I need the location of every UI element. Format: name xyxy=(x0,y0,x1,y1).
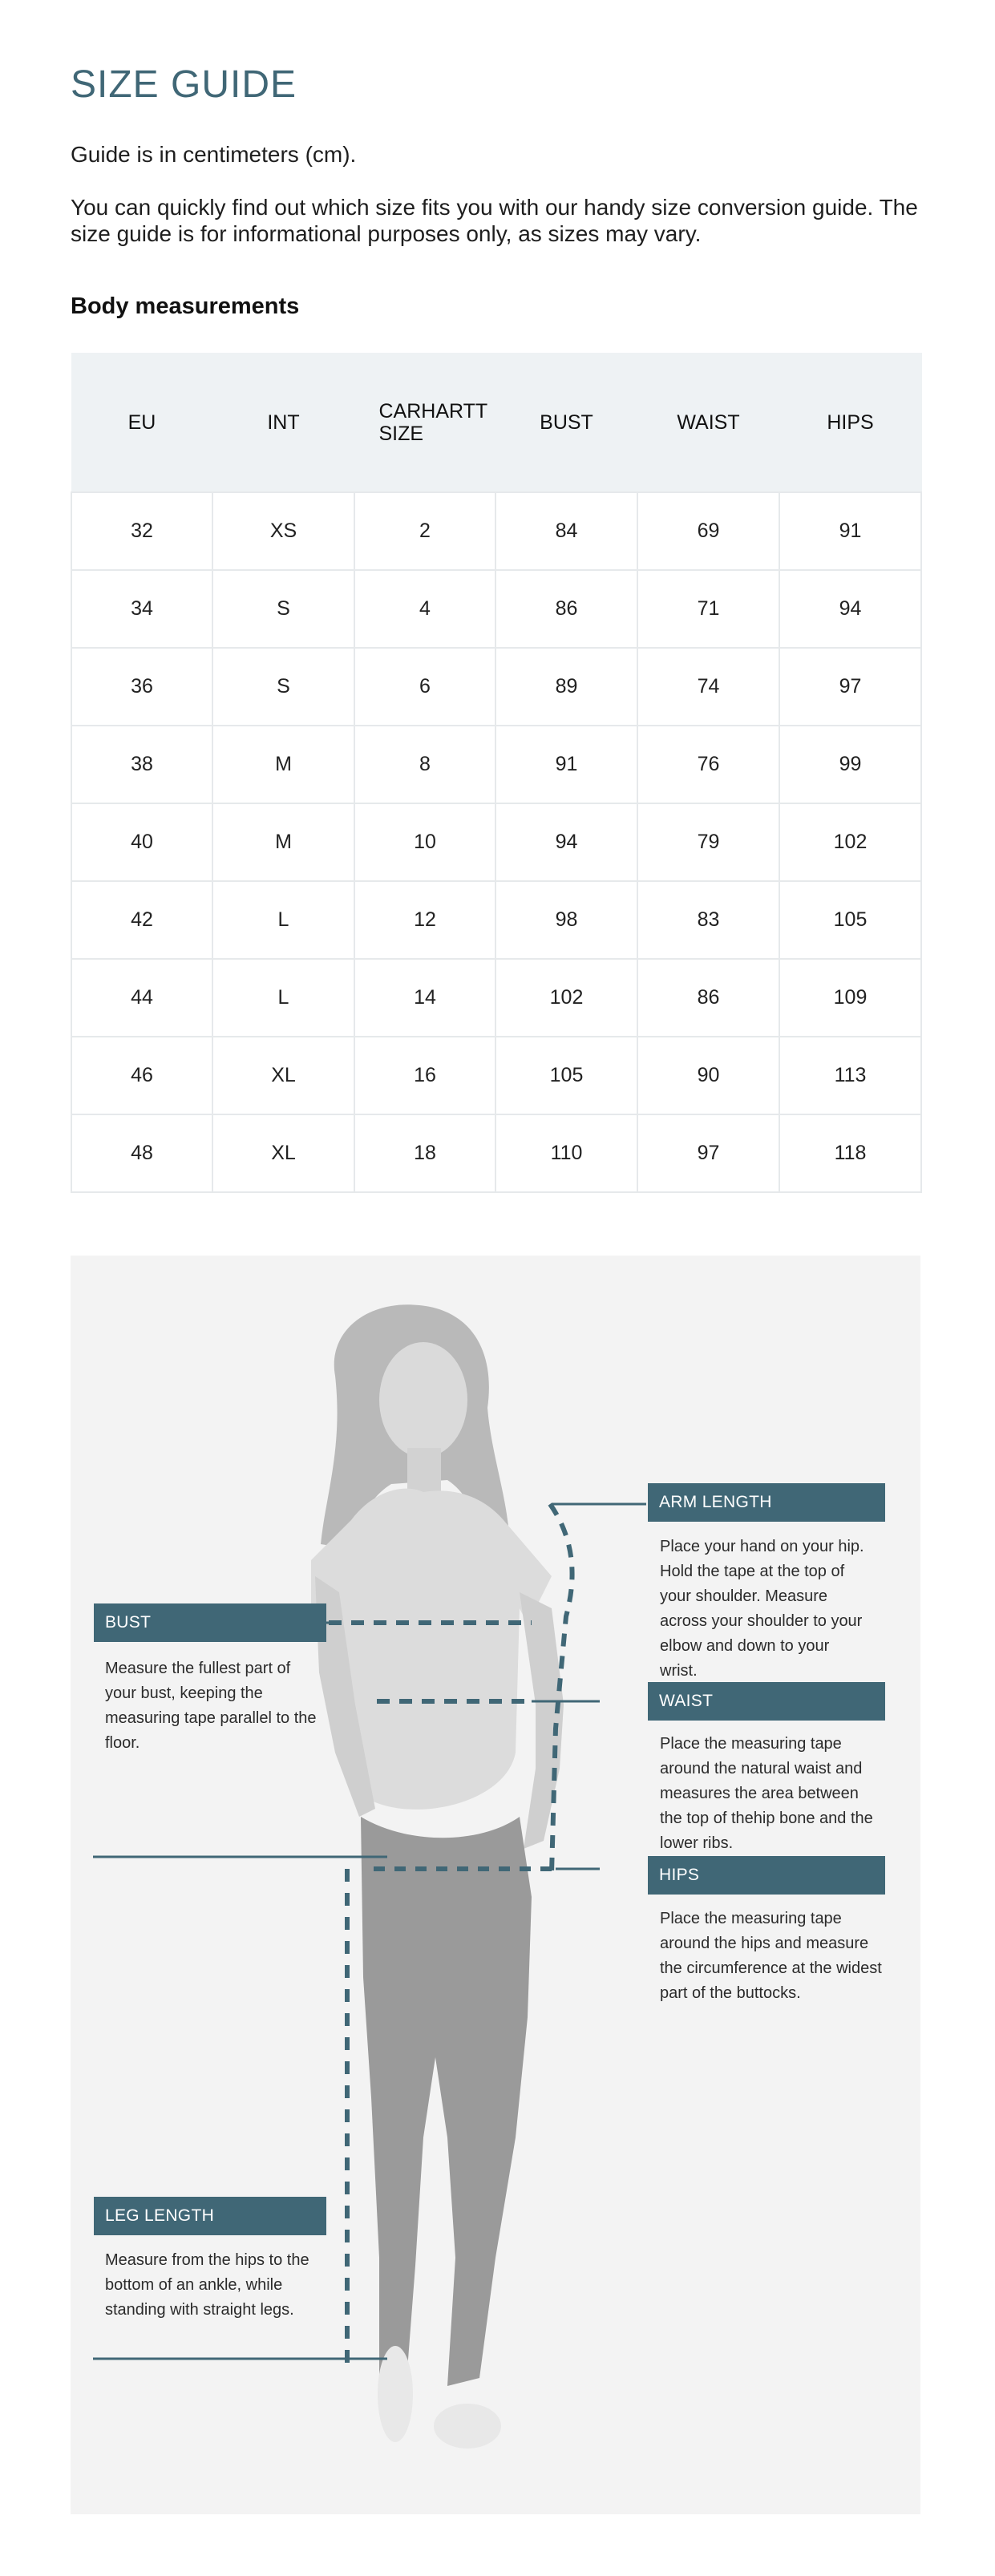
table-cell: 94 xyxy=(495,803,637,881)
table-cell: 86 xyxy=(495,570,637,648)
table-cell: S xyxy=(212,570,354,648)
column-header-waist: WAIST xyxy=(637,354,779,493)
arm-length-label: ARM LENGTH xyxy=(648,1483,885,1522)
table-row xyxy=(71,570,921,648)
leg-length-description: Measure from the hips to the bottom of an ankle, while standing with straight legs. xyxy=(105,2251,309,2319)
table-cell: 90 xyxy=(637,1037,779,1114)
table-cell: XL xyxy=(212,1114,354,1192)
body-measurements-heading: Body measurements xyxy=(71,293,300,319)
table-cell: 109 xyxy=(779,959,921,1037)
table-cell: 46 xyxy=(71,1037,212,1114)
table-row xyxy=(71,803,921,881)
table-cell: 76 xyxy=(637,726,779,803)
table-cell: 105 xyxy=(779,881,921,959)
carhartt-size-label: CARHARTT SIZE xyxy=(378,399,487,445)
table-row xyxy=(71,959,921,1037)
table-cell: 113 xyxy=(779,1037,921,1114)
table-cell: 84 xyxy=(495,492,637,570)
bust-label: BUST xyxy=(94,1603,326,1642)
table-cell: 91 xyxy=(495,726,637,803)
table-cell: 89 xyxy=(495,648,637,726)
size-table xyxy=(71,353,922,1193)
table-header-row xyxy=(71,354,921,493)
table-cell: 74 xyxy=(637,648,779,726)
column-header-int: INT xyxy=(212,354,354,493)
table-cell: 6 xyxy=(354,648,495,726)
hips-description: Place the measuring tape around the hips and measure the circumference at the widest part of the buttocks. xyxy=(660,1910,882,2002)
table-cell: 99 xyxy=(779,726,921,803)
table-cell: M xyxy=(212,803,354,881)
table-cell: 102 xyxy=(779,803,921,881)
table-cell: 4 xyxy=(354,570,495,648)
table-cell: 48 xyxy=(71,1114,212,1192)
table-row xyxy=(71,726,921,803)
table-cell: XS xyxy=(212,492,354,570)
table-cell: 83 xyxy=(637,881,779,959)
table-cell: 8 xyxy=(354,726,495,803)
hips-label: HIPS xyxy=(648,1856,885,1895)
column-header-hips: HIPS xyxy=(779,354,921,493)
table-cell: 105 xyxy=(495,1037,637,1114)
size-guide-description: You can quickly find out which size fits you with our handy size conversion guide. The size guide is for informational purposes only, as sizes may vary. xyxy=(71,195,918,246)
table-cell: L xyxy=(212,881,354,959)
table-row xyxy=(71,648,921,726)
leg-length-label: LEG LENGTH xyxy=(94,2197,326,2235)
table-cell: 12 xyxy=(354,881,495,959)
table-cell: 32 xyxy=(71,492,212,570)
table-cell: 2 xyxy=(354,492,495,570)
table-cell: 34 xyxy=(71,570,212,648)
table-cell: 118 xyxy=(779,1114,921,1192)
table-cell: 40 xyxy=(71,803,212,881)
table-cell: 44 xyxy=(71,959,212,1037)
arm-length-description: Place your hand on your hip. Hold the tape at the top of your shoulder. Measure across your shoulder to your elbow and down to your wrist. xyxy=(660,1538,864,1680)
bust-description: Measure the fullest part of your bust, keeping the measuring tape parallel to the floor. xyxy=(105,1660,317,1752)
table-cell: M xyxy=(212,726,354,803)
table-cell: 10 xyxy=(354,803,495,881)
waist-description: Place the measuring tape around the natural waist and measures the area between the top of thehip bone and the lower ribs. xyxy=(660,1735,873,1852)
table-cell: 94 xyxy=(779,570,921,648)
table-cell: S xyxy=(212,648,354,726)
table-cell: 16 xyxy=(354,1037,495,1114)
table-cell: 36 xyxy=(71,648,212,726)
table-cell: XL xyxy=(212,1037,354,1114)
table-cell: 79 xyxy=(637,803,779,881)
column-header-eu: EU xyxy=(71,354,212,493)
table-row xyxy=(71,881,921,959)
table-cell: 110 xyxy=(495,1114,637,1192)
table-cell: 14 xyxy=(354,959,495,1037)
table-cell: 42 xyxy=(71,881,212,959)
table-cell: 69 xyxy=(637,492,779,570)
table-cell: 102 xyxy=(495,959,637,1037)
table-cell: 18 xyxy=(354,1114,495,1192)
table-cell: L xyxy=(212,959,354,1037)
table-cell: 91 xyxy=(779,492,921,570)
table-cell: 38 xyxy=(71,726,212,803)
column-header-carhartt-size xyxy=(354,354,495,493)
page-title: SIZE GUIDE xyxy=(71,63,297,106)
unit-note: Guide is in centimeters (cm). xyxy=(71,142,357,167)
table-cell: 97 xyxy=(637,1114,779,1192)
table-row xyxy=(71,1114,921,1192)
table-cell: 71 xyxy=(637,570,779,648)
table-cell: 98 xyxy=(495,881,637,959)
column-header-bust: BUST xyxy=(495,354,637,493)
measurement-illustration xyxy=(71,1256,920,2514)
table-row xyxy=(71,492,921,570)
table-cell: 97 xyxy=(779,648,921,726)
table-cell: 86 xyxy=(637,959,779,1037)
table-row xyxy=(71,1037,921,1114)
waist-label: WAIST xyxy=(648,1682,885,1721)
